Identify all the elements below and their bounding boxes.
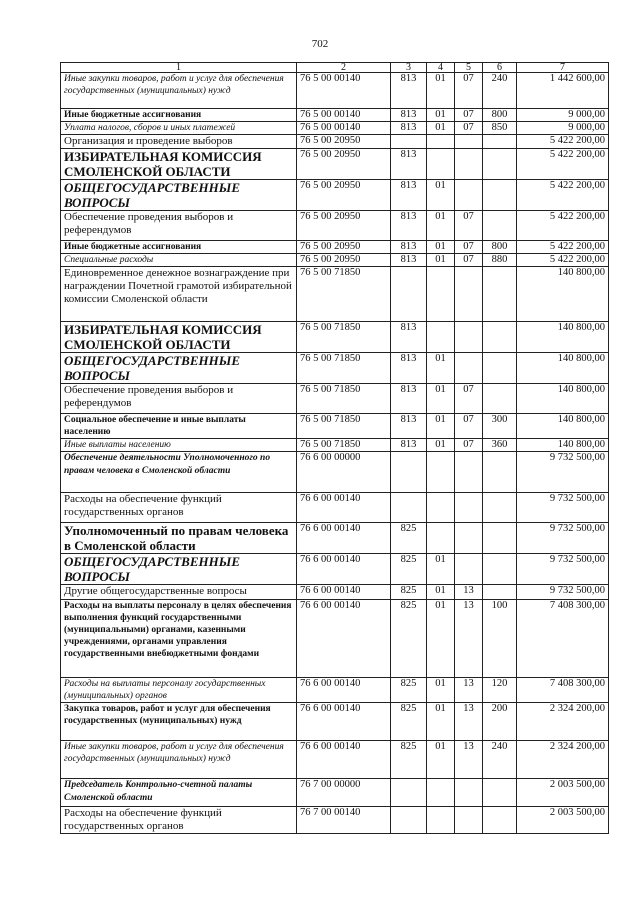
row-ministry-cell: 825	[391, 523, 427, 554]
row-ministry-cell: 825	[391, 703, 427, 741]
row-ministry-cell	[391, 807, 427, 834]
table-row	[61, 180, 609, 211]
row-expense-type-cell: 800	[483, 109, 517, 122]
row-amount-cell: 9 000,00	[517, 109, 609, 122]
row-code-cell: 76 5 00 71850	[297, 414, 391, 439]
row-subsection-cell: 07	[455, 414, 483, 439]
row-amount-cell: 9 732 500,00	[517, 585, 609, 600]
row-ministry-cell: 813	[391, 353, 427, 384]
row-subsection-cell	[455, 807, 483, 834]
row-name-cell: ОБЩЕГОСУДАРСТВЕННЫЕ ВОПРОСЫ	[61, 353, 297, 384]
row-section-cell: 01	[427, 180, 455, 211]
row-name-cell: Расходы на выплаты персоналу в целях обеспечения выполнения функций государственными (муниципальными) органами, казенными учреждениями, органами управления государственными внебюджетными фондами	[61, 600, 297, 678]
row-amount-cell: 1 442 600,00	[517, 73, 609, 109]
row-name-cell: ИЗБИРАТЕЛЬНАЯ КОМИССИЯ СМОЛЕНСКОЙ ОБЛАСТИ	[61, 322, 297, 353]
row-expense-type-cell	[483, 585, 517, 600]
row-ministry-cell: 825	[391, 741, 427, 779]
table-row	[61, 600, 609, 678]
row-subsection-cell: 07	[455, 73, 483, 109]
row-code-cell: 76 6 00 00140	[297, 523, 391, 554]
row-section-cell: 01	[427, 600, 455, 678]
row-expense-type-cell	[483, 135, 517, 149]
row-ministry-cell: 825	[391, 600, 427, 678]
row-code-cell: 76 5 00 20950	[297, 149, 391, 180]
row-amount-cell: 140 800,00	[517, 267, 609, 322]
row-expense-type-cell: 360	[483, 439, 517, 452]
row-section-cell	[427, 322, 455, 353]
row-code-cell: 76 5 00 71850	[297, 384, 391, 414]
row-amount-cell: 5 422 200,00	[517, 135, 609, 149]
table-row	[61, 353, 609, 384]
row-code-cell: 76 5 00 20950	[297, 241, 391, 254]
header-cell-3: 3	[391, 63, 427, 73]
row-code-cell: 76 7 00 00140	[297, 807, 391, 834]
row-expense-type-cell: 800	[483, 241, 517, 254]
row-subsection-cell	[455, 554, 483, 585]
row-expense-type-cell	[483, 807, 517, 834]
table-row	[61, 149, 609, 180]
page-number: 702	[311, 38, 329, 50]
row-subsection-cell	[455, 149, 483, 180]
row-name-cell: Обеспечение проведения выборов и референдумов	[61, 384, 297, 414]
row-amount-cell: 9 732 500,00	[517, 523, 609, 554]
row-subsection-cell: 07	[455, 384, 483, 414]
row-section-cell	[427, 523, 455, 554]
row-name-cell: Иные выплаты населению	[61, 439, 297, 452]
row-subsection-cell	[455, 523, 483, 554]
row-amount-cell: 2 003 500,00	[517, 779, 609, 807]
table-row	[61, 439, 609, 452]
table-row	[61, 384, 609, 414]
row-section-cell: 01	[427, 254, 455, 267]
row-subsection-cell	[455, 135, 483, 149]
table-row	[61, 241, 609, 254]
row-subsection-cell	[455, 267, 483, 322]
row-code-cell: 76 5 00 00140	[297, 109, 391, 122]
row-code-cell: 76 6 00 00140	[297, 554, 391, 585]
row-section-cell: 01	[427, 439, 455, 452]
row-code-cell: 76 6 00 00140	[297, 493, 391, 523]
row-section-cell	[427, 452, 455, 493]
row-code-cell: 76 6 00 00140	[297, 585, 391, 600]
row-name-cell: ИЗБИРАТЕЛЬНАЯ КОМИССИЯ СМОЛЕНСКОЙ ОБЛАСТИ	[61, 149, 297, 180]
row-section-cell	[427, 493, 455, 523]
row-amount-cell: 9 000,00	[517, 122, 609, 135]
header-cell-2: 2	[297, 63, 391, 73]
row-name-cell: Уплата налогов, сборов и иных платежей	[61, 122, 297, 135]
row-name-cell: Расходы на обеспечение функций государственных органов	[61, 493, 297, 523]
row-subsection-cell: 13	[455, 741, 483, 779]
row-code-cell: 76 5 00 20950	[297, 135, 391, 149]
row-name-cell: Единовременное денежное вознаграждение при награждении Почетной грамотой избирательной комиссии Смоленской области	[61, 267, 297, 322]
row-name-cell: Уполномоченный по правам человека в Смоленской области	[61, 523, 297, 554]
row-amount-cell: 5 422 200,00	[517, 241, 609, 254]
row-amount-cell: 2 324 200,00	[517, 741, 609, 779]
table-row	[61, 678, 609, 703]
row-subsection-cell: 07	[455, 122, 483, 135]
row-ministry-cell: 813	[391, 414, 427, 439]
row-code-cell: 76 5 00 71850	[297, 267, 391, 322]
row-expense-type-cell	[483, 180, 517, 211]
row-ministry-cell	[391, 493, 427, 523]
row-expense-type-cell	[483, 452, 517, 493]
row-expense-type-cell: 880	[483, 254, 517, 267]
table-row	[61, 779, 609, 807]
table-row	[61, 322, 609, 353]
row-amount-cell: 5 422 200,00	[517, 254, 609, 267]
table-row	[61, 703, 609, 741]
row-expense-type-cell	[483, 267, 517, 322]
row-subsection-cell: 13	[455, 678, 483, 703]
table-row	[61, 211, 609, 241]
row-section-cell: 01	[427, 741, 455, 779]
row-ministry-cell: 813	[391, 384, 427, 414]
header-cell-5: 5	[455, 63, 483, 73]
table-row	[61, 493, 609, 523]
row-code-cell: 76 5 00 71850	[297, 439, 391, 452]
table-row	[61, 554, 609, 585]
row-ministry-cell	[391, 135, 427, 149]
row-subsection-cell: 07	[455, 109, 483, 122]
table-row	[61, 267, 609, 322]
row-amount-cell: 2 003 500,00	[517, 807, 609, 834]
row-section-cell	[427, 267, 455, 322]
row-section-cell: 01	[427, 414, 455, 439]
row-expense-type-cell	[483, 211, 517, 241]
row-subsection-cell	[455, 180, 483, 211]
row-subsection-cell	[455, 322, 483, 353]
row-subsection-cell: 07	[455, 211, 483, 241]
row-ministry-cell	[391, 452, 427, 493]
row-section-cell	[427, 807, 455, 834]
row-ministry-cell: 813	[391, 149, 427, 180]
row-code-cell: 76 7 00 00000	[297, 779, 391, 807]
row-name-cell: Иные закупки товаров, работ и услуг для обеспечения государственных (муниципальных) нужд	[61, 73, 297, 109]
row-amount-cell: 140 800,00	[517, 322, 609, 353]
row-amount-cell: 2 324 200,00	[517, 703, 609, 741]
row-expense-type-cell: 240	[483, 73, 517, 109]
header-cell-6: 6	[483, 63, 517, 73]
row-code-cell: 76 5 00 71850	[297, 322, 391, 353]
row-section-cell: 01	[427, 353, 455, 384]
row-name-cell: Организация и проведение выборов	[61, 135, 297, 149]
row-expense-type-cell: 100	[483, 600, 517, 678]
row-subsection-cell: 13	[455, 585, 483, 600]
row-ministry-cell	[391, 267, 427, 322]
row-name-cell: Обеспечение проведения выборов и референдумов	[61, 211, 297, 241]
row-ministry-cell: 825	[391, 585, 427, 600]
row-ministry-cell: 813	[391, 109, 427, 122]
row-expense-type-cell	[483, 384, 517, 414]
row-expense-type-cell	[483, 554, 517, 585]
row-expense-type-cell: 240	[483, 741, 517, 779]
table-row	[61, 109, 609, 122]
row-name-cell: Председатель Контрольно-счетной палаты Смоленской области	[61, 779, 297, 807]
row-section-cell: 01	[427, 241, 455, 254]
header-cell-4: 4	[427, 63, 455, 73]
row-amount-cell: 7 408 300,00	[517, 678, 609, 703]
row-amount-cell: 140 800,00	[517, 414, 609, 439]
row-expense-type-cell	[483, 353, 517, 384]
row-section-cell: 01	[427, 554, 455, 585]
row-code-cell: 76 5 00 20950	[297, 211, 391, 241]
row-expense-type-cell: 120	[483, 678, 517, 703]
row-expense-type-cell	[483, 523, 517, 554]
row-section-cell: 01	[427, 384, 455, 414]
table-row	[61, 741, 609, 779]
table-row	[61, 807, 609, 834]
table-row	[61, 523, 609, 554]
row-amount-cell: 5 422 200,00	[517, 211, 609, 241]
row-ministry-cell: 825	[391, 554, 427, 585]
row-section-cell	[427, 135, 455, 149]
row-amount-cell: 5 422 200,00	[517, 149, 609, 180]
row-name-cell: ОБЩЕГОСУДАРСТВЕННЫЕ ВОПРОСЫ	[61, 554, 297, 585]
row-amount-cell: 9 732 500,00	[517, 493, 609, 523]
row-code-cell: 76 5 00 00140	[297, 73, 391, 109]
row-section-cell: 01	[427, 211, 455, 241]
row-code-cell: 76 6 00 00140	[297, 741, 391, 779]
row-expense-type-cell	[483, 149, 517, 180]
row-section-cell: 01	[427, 73, 455, 109]
row-section-cell	[427, 779, 455, 807]
row-ministry-cell	[391, 779, 427, 807]
row-ministry-cell: 813	[391, 439, 427, 452]
row-expense-type-cell	[483, 322, 517, 353]
row-section-cell	[427, 149, 455, 180]
row-amount-cell: 140 800,00	[517, 353, 609, 384]
row-amount-cell: 9 732 500,00	[517, 554, 609, 585]
header-cell-7: 7	[517, 63, 609, 73]
row-expense-type-cell: 200	[483, 703, 517, 741]
row-expense-type-cell	[483, 493, 517, 523]
row-code-cell: 76 6 00 00000	[297, 452, 391, 493]
row-subsection-cell	[455, 493, 483, 523]
row-amount-cell: 9 732 500,00	[517, 452, 609, 493]
row-ministry-cell: 813	[391, 254, 427, 267]
header-cell-1: 1	[61, 63, 297, 73]
row-subsection-cell: 07	[455, 241, 483, 254]
row-section-cell: 01	[427, 122, 455, 135]
row-code-cell: 76 6 00 00140	[297, 678, 391, 703]
row-amount-cell: 5 422 200,00	[517, 180, 609, 211]
row-name-cell: Иные закупки товаров, работ и услуг для обеспечения государственных (муниципальных) нужд	[61, 741, 297, 779]
table-row	[61, 135, 609, 149]
row-name-cell: Расходы на выплаты персоналу государственных (муниципальных) органов	[61, 678, 297, 703]
table-row	[61, 414, 609, 439]
row-section-cell: 01	[427, 585, 455, 600]
row-name-cell: Специальные расходы	[61, 254, 297, 267]
row-amount-cell: 140 800,00	[517, 384, 609, 414]
row-subsection-cell	[455, 779, 483, 807]
row-amount-cell: 7 408 300,00	[517, 600, 609, 678]
row-name-cell: Иные бюджетные ассигнования	[61, 109, 297, 122]
row-name-cell: Иные бюджетные ассигнования	[61, 241, 297, 254]
row-subsection-cell: 07	[455, 254, 483, 267]
row-code-cell: 76 5 00 20950	[297, 254, 391, 267]
table-row	[61, 585, 609, 600]
row-code-cell: 76 5 00 71850	[297, 353, 391, 384]
row-code-cell: 76 5 00 00140	[297, 122, 391, 135]
row-subsection-cell	[455, 452, 483, 493]
row-code-cell: 76 5 00 20950	[297, 180, 391, 211]
row-name-cell: Расходы на обеспечение функций государственных органов	[61, 807, 297, 834]
row-section-cell: 01	[427, 703, 455, 741]
table-row	[61, 73, 609, 109]
row-amount-cell: 140 800,00	[517, 439, 609, 452]
row-name-cell: ОБЩЕГОСУДАРСТВЕННЫЕ ВОПРОСЫ	[61, 180, 297, 211]
row-subsection-cell: 13	[455, 703, 483, 741]
row-section-cell: 01	[427, 678, 455, 703]
row-name-cell: Социальное обеспечение и иные выплаты населению	[61, 414, 297, 439]
row-ministry-cell: 813	[391, 180, 427, 211]
table-row	[61, 254, 609, 267]
row-expense-type-cell: 850	[483, 122, 517, 135]
row-name-cell: Обеспечение деятельности Уполномоченного по правам человека в Смоленской области	[61, 452, 297, 493]
row-name-cell: Другие общегосударственные вопросы	[61, 585, 297, 600]
row-expense-type-cell: 300	[483, 414, 517, 439]
row-subsection-cell: 07	[455, 439, 483, 452]
row-code-cell: 76 6 00 00140	[297, 600, 391, 678]
row-ministry-cell: 813	[391, 211, 427, 241]
row-expense-type-cell	[483, 779, 517, 807]
row-ministry-cell: 813	[391, 73, 427, 109]
row-section-cell: 01	[427, 109, 455, 122]
row-ministry-cell: 813	[391, 122, 427, 135]
table-row	[61, 452, 609, 493]
row-ministry-cell: 825	[391, 678, 427, 703]
row-subsection-cell	[455, 353, 483, 384]
table-row	[61, 122, 609, 135]
header-row	[61, 63, 609, 73]
budget-table	[60, 62, 609, 834]
row-code-cell: 76 6 00 00140	[297, 703, 391, 741]
row-name-cell: Закупка товаров, работ и услуг для обеспечения государственных (муниципальных) нужд	[61, 703, 297, 741]
row-ministry-cell: 813	[391, 322, 427, 353]
row-ministry-cell: 813	[391, 241, 427, 254]
row-subsection-cell: 13	[455, 600, 483, 678]
